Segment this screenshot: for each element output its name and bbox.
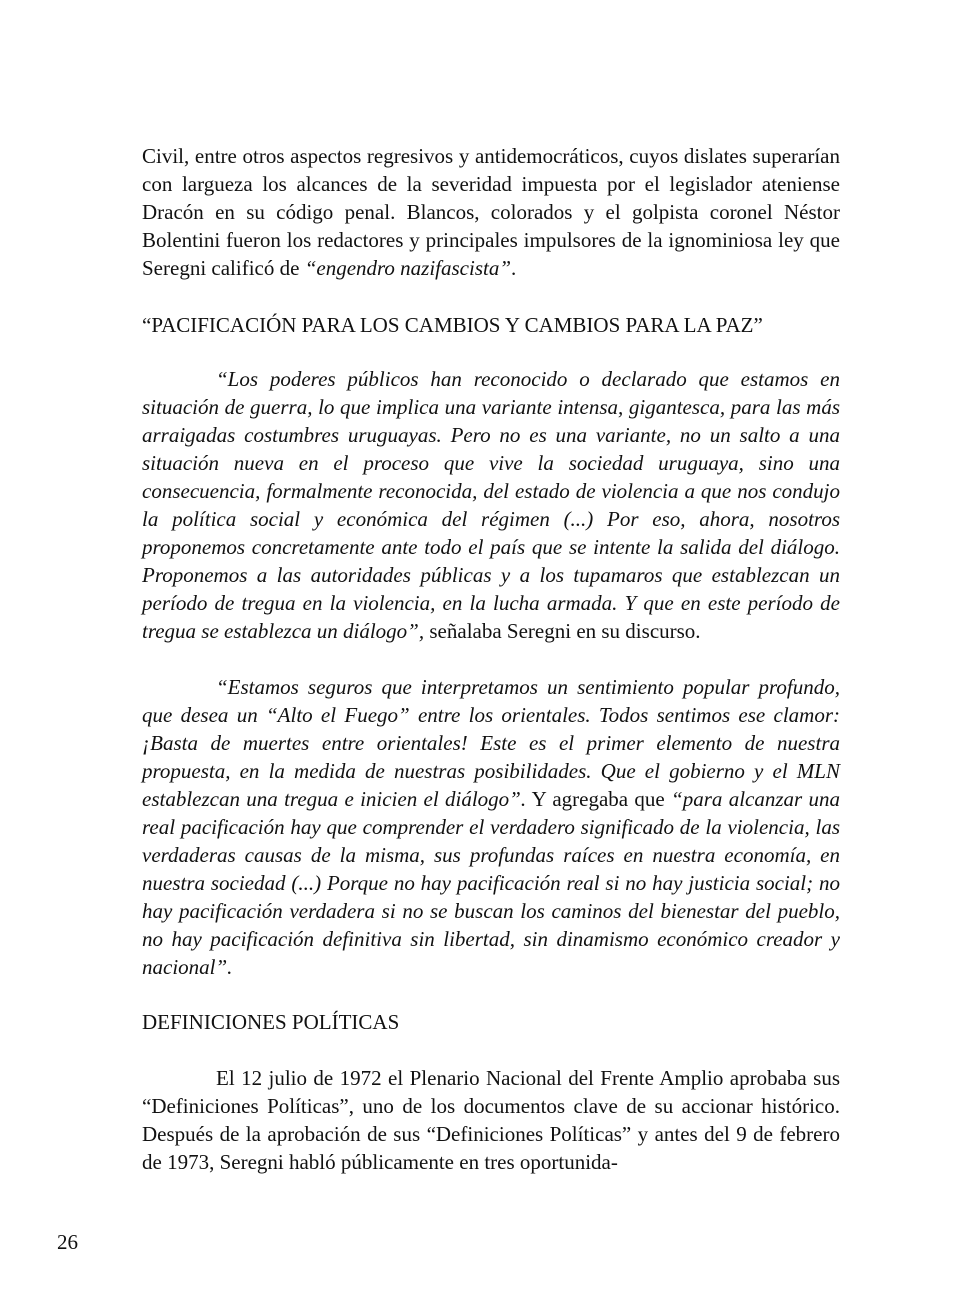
quote-pacificacion: “para alcanzar una real pacificación hay que comprender el verdadero significado de la violencia, las verdaderas causas de la misma, sus profundas raíces en nuestra economía, en nuestra sociedad (...) Porque no hay pacificación real si no hay justicia social; no hay pacificación verdadera si no se buscan los caminos del bienestar del pueblo, no hay pacificación definitiva sin libertad, sin dinamismo económico creador y nacional”. (142, 787, 840, 979)
paragraph-definiciones (142, 1064, 840, 1176)
quote-poderes-publicos: “Los poderes públicos han reconocido o declarado que estamos en situación de guerra, lo que implica una variante intensa, gigantesca, para las más arraigadas costumbres uruguayas. Pero no es una variante, no un salto a una situación nueva en el proceso que vive la sociedad uruguaya, sino una consecuencia, formalmente reconocida, del estado de violencia a que nos condujo la política social y económica del régimen (...) Por eso, ahora, nosotros proponemos concretamente ante todo el país que se intente la salida del diálogo. Proponemos a las autoridades públicas y a los tupamaros que establezcan un período de tregua en la violencia, en la lucha armada. Y que en este período de tregua se establezca un diálogo”, (142, 367, 840, 643)
paragraph-tail: señalaba Seregni en su discurso. (424, 619, 701, 643)
section-heading-pacificacion: “PACIFICACIÓN PARA LOS CAMBIOS Y CAMBIOS PARA LA PAZ” (142, 313, 763, 337)
paragraph-text: El 12 julio de 1972 el Plenario Nacional del Frente Amplio aprobaba sus “Definiciones Políticas”, uno de los documentos clave de su accionar histórico. Después de la aprobación de sus “Definiciones Políticas” y antes del 9 de febrero de 1973, Seregni habló públicamente en tres oportunida- (142, 1066, 840, 1174)
quote-estamos-seguros: “Estamos seguros que interpretamos un sentimiento popular profundo, que desea un “Alto el Fuego” entre los orientales. Todos sentimos ese clamor: ¡Basta de muertes entre orientales! Este es el primer elemento de nuestra propuesta, en la medida de nuestras posibilidades. Que el gobierno y el MLN establezcan una tregua e inicien el diálogo”. (142, 675, 840, 811)
paragraph-tail: . (511, 256, 517, 280)
page-number: 26 (57, 1230, 78, 1254)
section-heading-definiciones: DEFINICIONES POLÍTICAS (142, 1010, 400, 1034)
paragraph-poderes-publicos (142, 365, 840, 645)
paragraph-middle: Y agregaba que (526, 787, 672, 811)
paragraph-estamos-seguros (142, 673, 840, 981)
quote-engendro: “engendro nazifascista” (304, 256, 512, 280)
paragraph-text: Civil, entre otros aspectos regresivos y antidemocráticos, cuyos dislates superarían con largueza los alcances de la severidad impuesta por el legislador ateniense Dracón en su código penal. Blancos, colorados y el golpista coronel Néstor Bolentini fueron los redactores y principales impulsores de la ignominiosa ley que Seregni calificó de (142, 144, 840, 280)
paragraph-civil (142, 142, 840, 282)
